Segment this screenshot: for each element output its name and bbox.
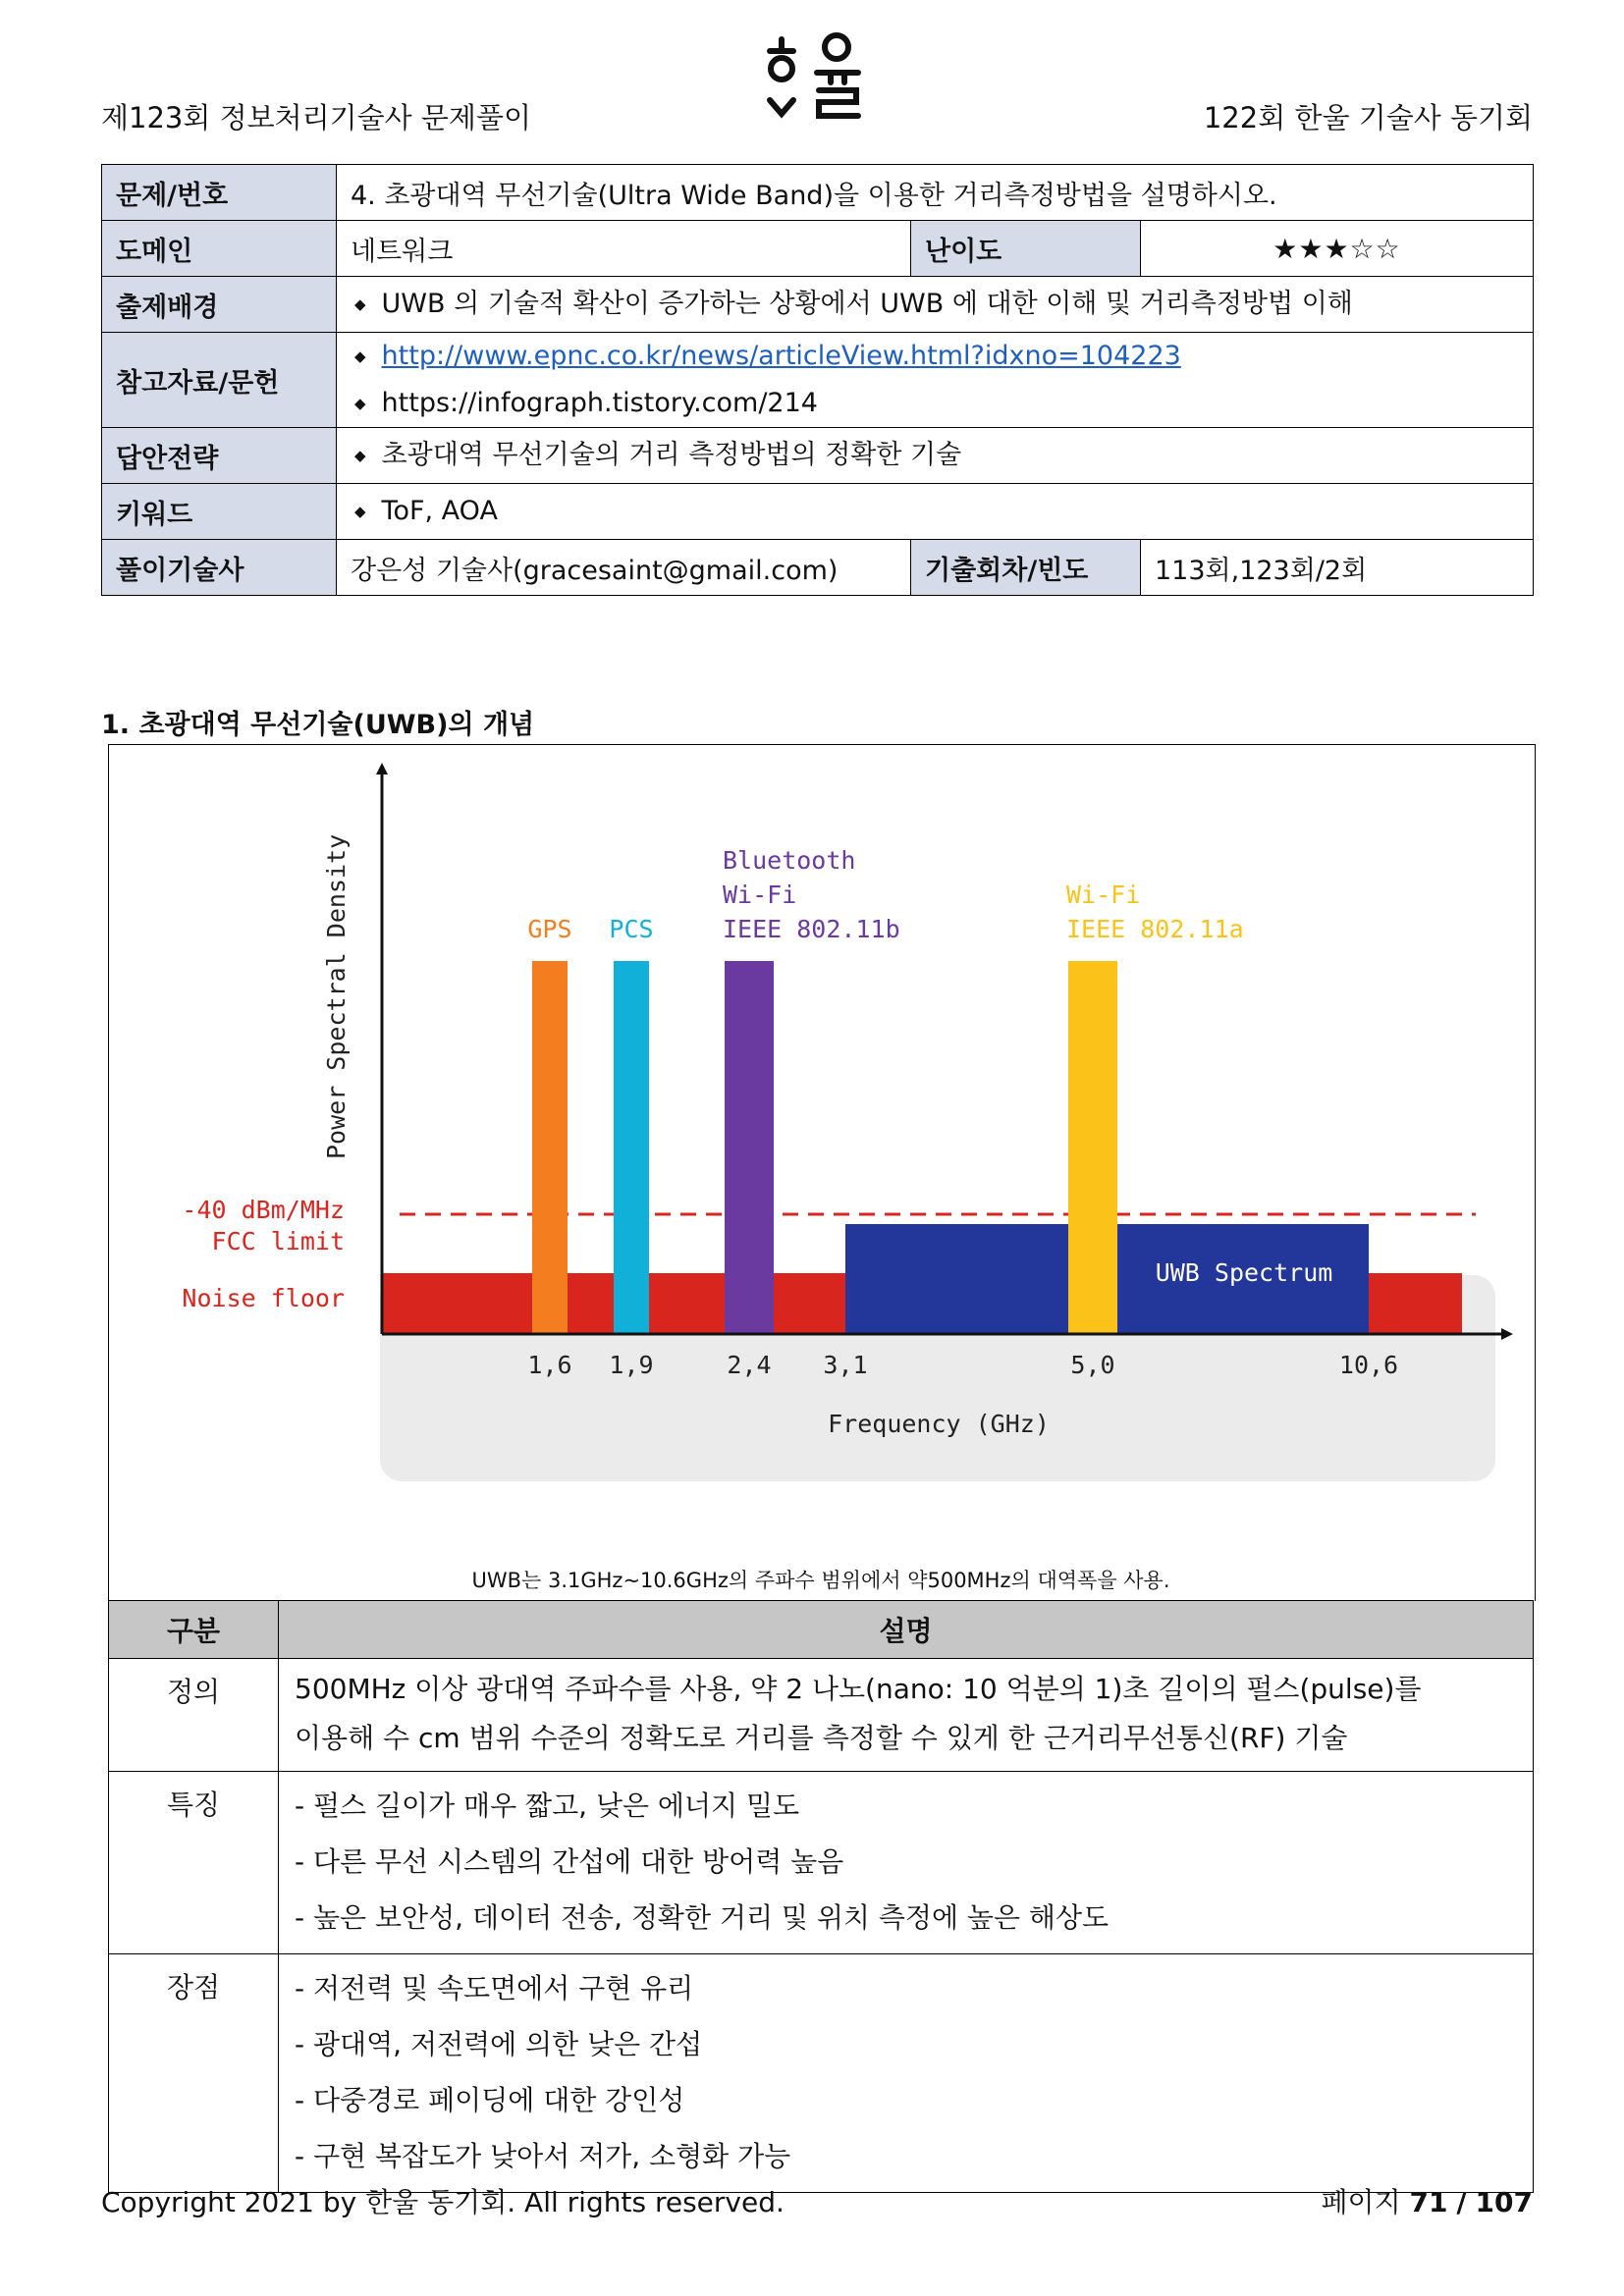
question-text: 4. 초광대역 무선기술(Ultra Wide Band)을 이용한 거리측정방법을 설명하시오.: [337, 165, 1534, 221]
col-header-category: 구분: [109, 1601, 279, 1659]
band-label-wifi-a-2: IEEE 802.11a: [1066, 915, 1244, 943]
header-left-title: 제123회 정보처리기술사 문제풀이: [101, 101, 531, 134]
question-label: 문제/번호: [102, 165, 337, 221]
band-label-bluetooth-2: Wi-Fi: [723, 881, 797, 909]
frequency-label: 기출회차/빈도: [911, 540, 1141, 596]
row-key-definition: 정의: [109, 1659, 279, 1772]
total-pages: 107: [1475, 2186, 1533, 2218]
strategy-text: ◆ 초광대역 무선기술의 거리 측정방법의 정확한 기술: [351, 432, 1519, 479]
frequency-value: 113회,123회/2회: [1141, 540, 1534, 596]
keywords-label: 키워드: [102, 484, 337, 540]
x-tick-10-6: 10,6: [1338, 1351, 1399, 1379]
feature-line: - 높은 보안성, 데이터 전송, 정확한 거리 및 위치 측정에 높은 해상도: [295, 1901, 1110, 1934]
row-value-advantages: [279, 1954, 1534, 2193]
section-title: 1. 초광대역 무선기술(UWB)의 개념: [101, 710, 535, 740]
x-tick-3-1: 3,1: [823, 1351, 868, 1379]
row-key-features: 특징: [109, 1772, 279, 1954]
footer-copyright: Copyright 2021 by 한울 동기회. All rights reserved.: [101, 2186, 785, 2218]
keywords-cell: [337, 484, 1534, 540]
band-bar-wifi-a: [1068, 961, 1117, 1333]
table-row: [109, 1772, 1534, 1954]
feature-line: - 다른 무선 시스템의 간섭에 대한 방어력 높음: [295, 1845, 844, 1878]
page-label: 페이지: [1321, 2186, 1401, 2218]
table-row: [109, 1954, 1534, 2193]
difficulty-stars: ★★★☆☆: [1141, 221, 1534, 277]
strategy-cell: [337, 428, 1534, 484]
band-label-bluetooth-3: IEEE 802.11b: [723, 915, 900, 943]
band-bar-pcs: [614, 961, 649, 1333]
x-tick-5-0: 5,0: [1070, 1351, 1115, 1379]
y-axis-arrow: [376, 763, 388, 774]
advantage-line: - 다중경로 페이딩에 대한 강인성: [295, 2084, 685, 2116]
table-row: [109, 1659, 1534, 1772]
fcc-limit-label-2: FCC limit: [211, 1227, 345, 1255]
strategy-label: 답안전략: [102, 428, 337, 484]
row-value-features: [279, 1772, 1534, 1954]
fcc-limit-label-1: -40 dBm/MHz: [182, 1196, 345, 1224]
band-bar-bluetooth: [725, 961, 774, 1333]
references-label: 참고자료/문헌: [102, 333, 337, 428]
page-separator: /: [1456, 2186, 1467, 2218]
difficulty-label: 난이도: [911, 221, 1141, 277]
uwb-description-table: [108, 1600, 1534, 2193]
band-label-bluetooth-1: Bluetooth: [723, 846, 856, 875]
advantage-line: - 구현 복잡도가 낮아서 저가, 소형화 가능: [295, 2140, 791, 2172]
definition-line: 이용해 수 cm 범위 수준의 정확도로 거리를 측정할 수 있게 한 근거리무선통신(RF) 기술: [295, 1722, 1348, 1754]
reference-link-2: ◆ https://infograph.tistory.com/214: [351, 380, 1519, 427]
background-label: 출제배경: [102, 277, 337, 333]
domain-value: 네트워크: [337, 221, 911, 277]
footer-page-number: [1321, 2181, 1533, 2220]
question-info-table: [101, 164, 1534, 596]
x-tick-1-6: 1,6: [527, 1351, 572, 1379]
author-label: 풀이기술사: [102, 540, 337, 596]
hanul-logo: [766, 29, 874, 137]
y-axis-label: Power Spectral Density: [322, 833, 351, 1159]
background-cell: [337, 277, 1534, 333]
header-right-title: 122회 한울 기술사 동기회: [1203, 101, 1533, 134]
x-tick-2-4: 2,4: [727, 1351, 772, 1379]
band-bar-gps: [532, 961, 568, 1333]
figure-caption: UWB는 3.1GHz~10.6GHz의 주파수 범위에서 약500MHz의 대역폭을 사용.: [471, 1569, 1170, 1592]
figure-box: [108, 744, 1536, 1601]
noise-floor-label: Noise floor: [182, 1284, 345, 1312]
uwb-spectrum-label: UWB Spectrum: [1155, 1258, 1333, 1287]
band-label-gps: GPS: [527, 915, 572, 943]
author-value: 강은성 기술사(gracesaint@gmail.com): [337, 540, 911, 596]
x-axis-label: Frequency (GHz): [828, 1410, 1050, 1438]
uwb-spectrum-chart: [109, 745, 1535, 1599]
references-cell: [337, 333, 1534, 428]
col-header-description: 설명: [279, 1601, 1534, 1659]
feature-line: - 펄스 길이가 매우 짧고, 낮은 에너지 밀도: [295, 1789, 800, 1822]
band-label-pcs: PCS: [609, 915, 654, 943]
band-label-wifi-a-1: Wi-Fi: [1066, 881, 1141, 909]
advantage-line: - 저전력 및 속도면에서 구현 유리: [295, 1972, 694, 2004]
current-page: 71: [1409, 2186, 1448, 2218]
background-text: ◆ UWB 의 기술적 확산이 증가하는 상황에서 UWB 에 대한 이해 및 거리측정방법 이해: [351, 281, 1519, 328]
row-key-advantages: 장점: [109, 1954, 279, 2193]
x-tick-1-9: 1,9: [609, 1351, 654, 1379]
reference-link-1[interactable]: ◆ http://www.epnc.co.kr/news/articleView.html?idxno=104223: [381, 341, 1181, 371]
definition-line: 500MHz 이상 광대역 주파수를 사용, 약 2 나노(nano: 10 억분의 1)초 길이의 펄스(pulse)를: [295, 1673, 1422, 1705]
keywords-text: ◆ ToF, AOA: [351, 488, 1519, 535]
advantage-line: - 광대역, 저전력에 의한 낮은 간섭: [295, 2028, 703, 2060]
x-axis-arrow: [1501, 1328, 1513, 1340]
row-value-definition: [279, 1659, 1534, 1772]
domain-label: 도메인: [102, 221, 337, 277]
